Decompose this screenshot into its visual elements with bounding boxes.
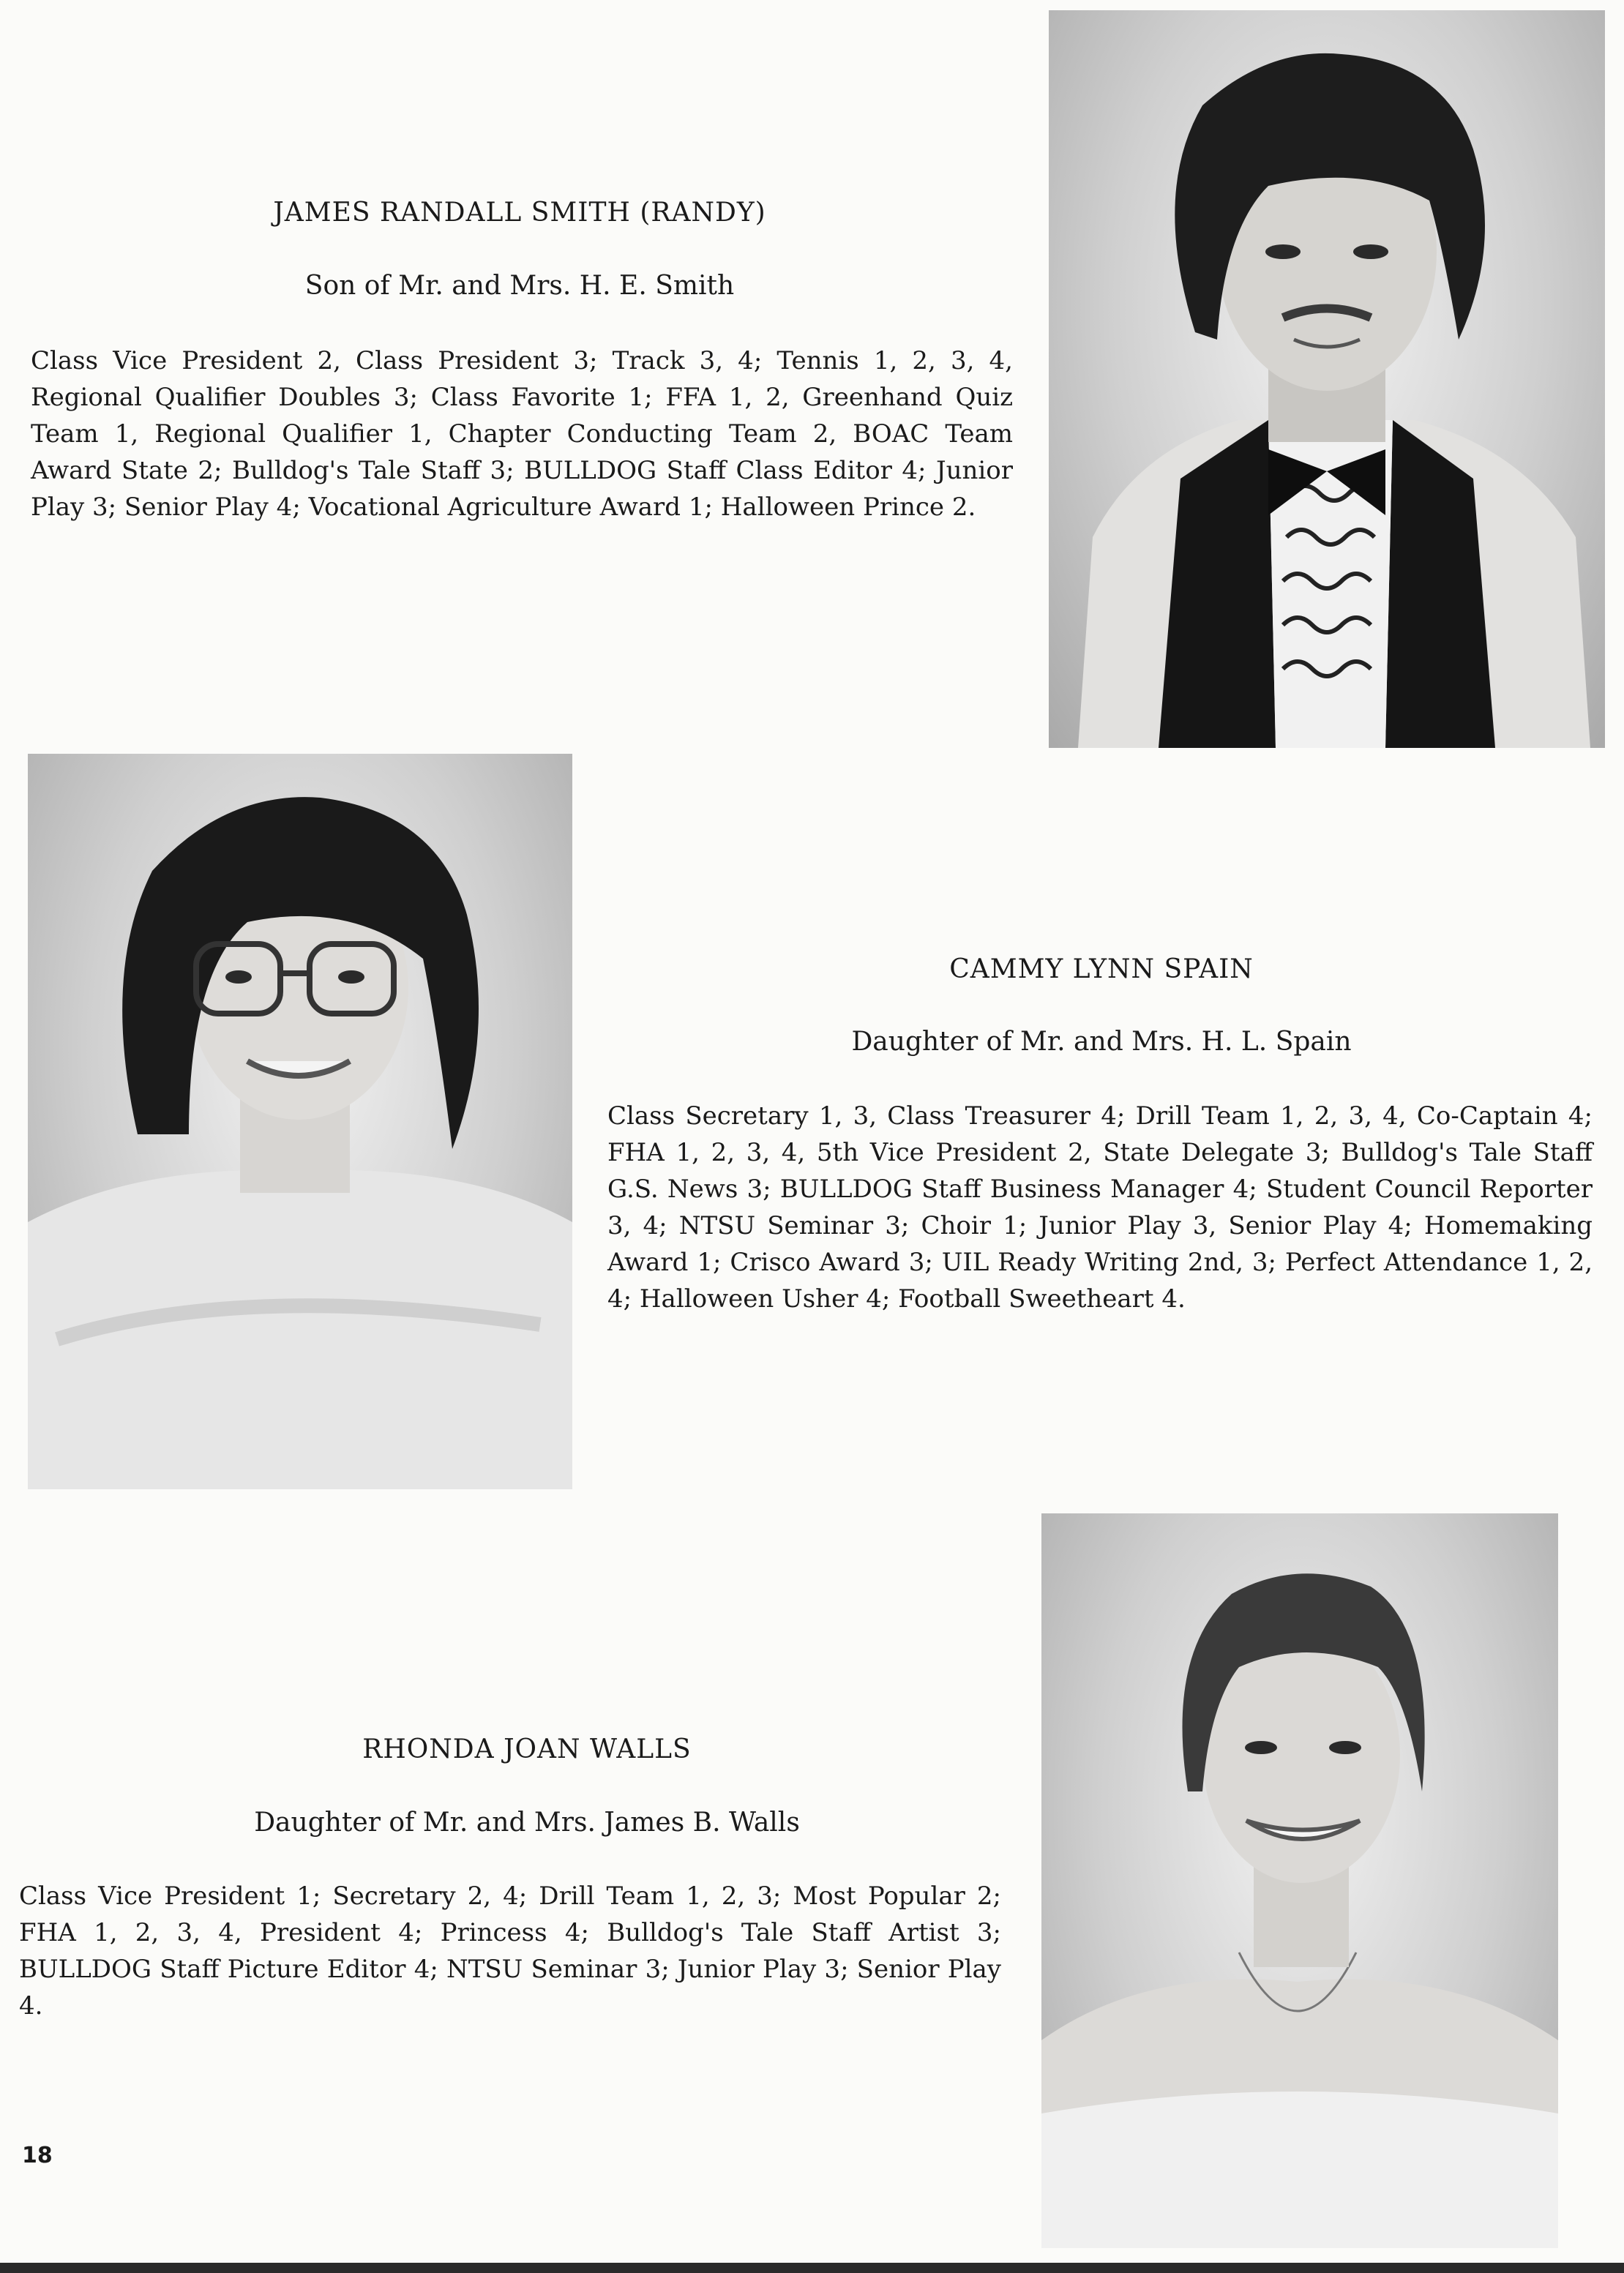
senior-parents-smith: Son of Mr. and Mrs. H. E. Smith: [304, 271, 735, 301]
senior-activities-walls: Class Vice President 1; Secretary 2, 4; Drill Team 1, 2, 3; Most Popular 2; FHA 1, 2, 3, 4, President 4; Princess 4; Bulldog's Tale Staff Artist 3; BULLDOG Staff Picture Editor 4; NTSU Seminar 3; Junior Play 3; Senior Play 4.: [19, 1881, 1001, 2021]
senior-activities-spain: Class Secretary 1, 3, Class Treasurer 4; Drill Team 1, 2, 3, 4, Co-Captain 4; FHA 1, 2, 3, 4, 5th Vice President 2, State Delegate 3; Bulldog's Tale Staff G.S. News 3; BULLDOG Staff Business Manager 4; Student Council Reporter 3, 4; NTSU Seminar 3; Choir 1; Junior Play 3, Senior Play 4; Homemaking Award 1; Crisco Award 3; UIL Ready Writing 2nd, 3; Perfect Attendance 1, 2, 4; Halloween Usher 4; Football Sweetheart 4.: [607, 1101, 1593, 1314]
senior-portrait-spain: [28, 754, 572, 1489]
senior-parents-walls: Daughter of Mr. and Mrs. James B. Walls: [254, 1808, 800, 1838]
senior-name-walls: RHONDA JOAN WALLS: [362, 1734, 692, 1764]
senior-name-spain: CAMMY LYNN SPAIN: [949, 954, 1254, 984]
senior-name-smith: JAMES RANDALL SMITH (RANDY): [273, 198, 766, 228]
senior-portrait-walls: [1041, 1513, 1558, 2248]
senior-activities-smith: Class Vice President 2, Class President 3; Track 3, 4; Tennis 1, 2, 3, 4, Regional Qualifier Doubles 3; Class Favorite 1; FFA 1, 2, Greenhand Quiz Team 1, Regional Qualifier 1, Chapter Conducting Team 2, BOAC Team Award State 2; Bulldog's Tale Staff 3; BULLDOG Staff Class Editor 4; Junior Play 3; Senior Play 4; Vocational Agriculture Award 1; Halloween Prince 2.: [31, 346, 1013, 522]
senior-portrait-smith: [1049, 10, 1605, 748]
page-edge-border: [0, 2263, 1624, 2273]
senior-parents-spain: Daughter of Mr. and Mrs. H. L. Spain: [851, 1027, 1352, 1057]
page-number: 18: [22, 2143, 53, 2168]
